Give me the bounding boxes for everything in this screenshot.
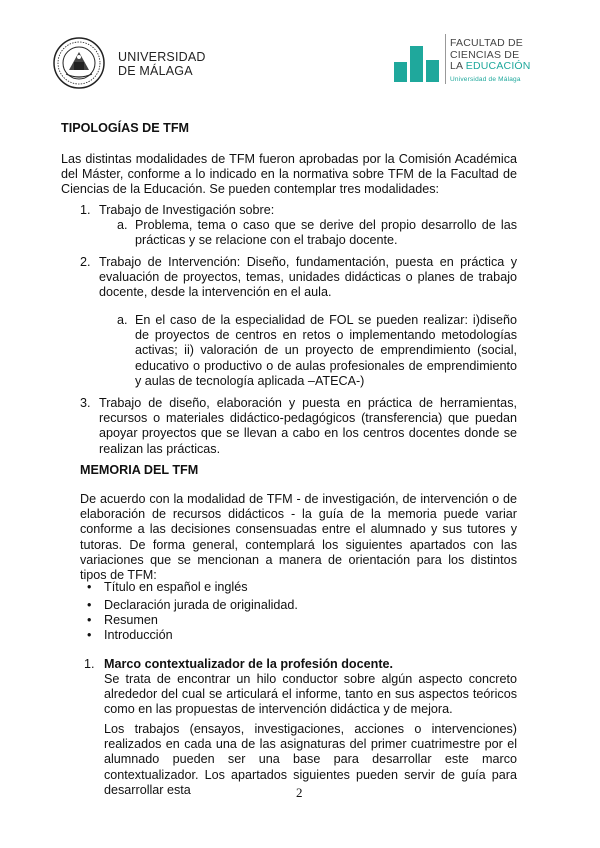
numbered-heading-number: 1.	[84, 657, 95, 671]
faculty-bars-icon	[394, 38, 440, 82]
faculty-line3	[450, 61, 531, 73]
sub-item-letter: a.	[117, 218, 128, 232]
bullet-item: Resumen	[104, 613, 158, 627]
list-item-text: Trabajo de Intervención: Diseño, fundamentación, puesta en práctica y evaluación de proyectos, temas, unidades didácticas o planes de trabajo docente, desde la intervención en el aula.	[99, 255, 517, 300]
numbered-paragraph-1: Se trata de encontrar un hilo conductor sobre algún aspecto concreto alrededor del cual se articulará el informe, tanto en sus aspectos teóricos como en las propuestas de intervención didáctica y de mejora.	[104, 672, 517, 717]
bullet-marker: •	[87, 628, 92, 642]
bullet-item: Declaración jurada de originalidad.	[104, 598, 298, 612]
faculty-logo-block	[394, 34, 564, 84]
memoria-intro: De acuerdo con la modalidad de TFM - de investigación, de intervención o de elaboración de recursos didácticos - la guía de la memoria puede variar conforme a las decisiones consensuadas entre el alumnado y sus tutores y tutoras. De forma general, contemplará los siguientes apartados con las variaciones que se mencionan a manera de orientación para los distintos tipos de TFM:	[80, 492, 517, 583]
list-item-number: 3.	[80, 396, 91, 410]
page-number: 2	[296, 785, 303, 800]
list-item-number: 1.	[80, 203, 91, 217]
list-item-number: 2.	[80, 255, 91, 269]
faculty-divider	[445, 34, 446, 84]
bullet-marker: •	[87, 613, 92, 627]
list-item-text: Trabajo de Investigación sobre:	[99, 203, 275, 217]
uma-logo-block	[52, 36, 206, 92]
university-seal-icon	[52, 36, 106, 90]
list-item-text: Trabajo de diseño, elaboración y puesta en práctica de herramientas, recursos o materiales didáctico-pedagógicos (transferencia) que puedan apoyar proyectos que se llevan a cabo en los centros docentes donde se realizan las prácticas.	[99, 396, 517, 456]
bullet-item: Título en español e inglés	[104, 580, 248, 594]
faculty-line3-a: LA	[450, 60, 466, 72]
tipologias-intro: Las distintas modalidades de TFM fueron aprobadas por la Comisión Académica del Máster, conforme a lo indicado en la normativa sobre TFM de la Facultad de Ciencias de la Educación. Se pueden contemplar tres modalidades:	[61, 152, 517, 197]
bullet-item: Introducción	[104, 628, 173, 642]
uma-name-line1: UNIVERSIDAD	[118, 50, 206, 64]
sub-item-letter: a.	[117, 313, 128, 327]
section-title-tipologias: TIPOLOGÍAS DE TFM	[61, 121, 190, 135]
bullet-marker: •	[87, 598, 92, 612]
sub-item-text: En el caso de la especialidad de FOL se pueden realizar: i)diseño de proyectos de centros en retos o implementando metodologías activas; ii) valoración de un proyecto de emprendimiento (social, educativo o productivo o de aulas profesionales de emprendimiento y aulas de tecnología aplicada –ATECA-)	[135, 313, 517, 388]
faculty-line3-b: EDUCACIÓN	[465, 60, 531, 72]
section-title-memoria: MEMORIA DEL TFM	[80, 463, 199, 477]
sub-item-text: Problema, tema o caso que se derive del propio desarrollo de las prácticas y se relacione con el trabajo docente.	[135, 218, 517, 248]
numbered-heading: Marco contextualizador de la profesión docente.	[104, 657, 394, 671]
bullet-marker: •	[87, 580, 92, 594]
numbered-paragraph-2: Los trabajos (ensayos, investigaciones, acciones o intervenciones) realizados en cada una de las asignaturas del primer cuatrimestre por el alumnado pueden ser una base para desarrollar este marco contextualizador. Los apartados siguientes pueden servir de guía para desarrollar esta	[104, 722, 517, 797]
uma-name-line2: DE MÁLAGA	[118, 64, 193, 78]
faculty-line4: Universidad de Málaga	[450, 75, 521, 83]
faculty-line1: FACULTAD DE	[450, 37, 523, 49]
faculty-line2: CIENCIAS DE	[450, 48, 520, 61]
